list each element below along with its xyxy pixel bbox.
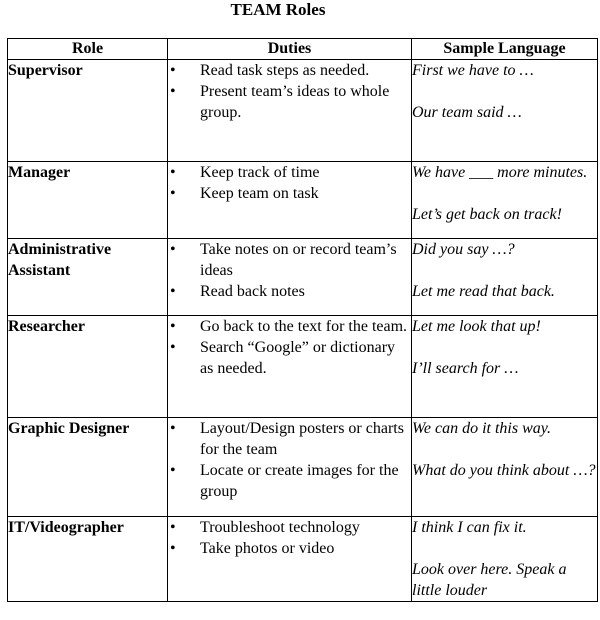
role-cell: Manager <box>8 162 168 239</box>
duties-list <box>168 60 411 123</box>
sample-phrase: We can do it this way. <box>412 420 551 437</box>
duties-cell <box>168 162 412 239</box>
sample-language-cell <box>412 239 598 316</box>
duty-item: • Go back to the text for the team. <box>168 316 411 337</box>
sample-phrase: Let’s get back on track! <box>412 206 562 223</box>
sample-phrase: What do you think about …? <box>412 462 596 479</box>
duties-cell <box>168 239 412 316</box>
sample-phrase: I think I can fix it. <box>412 519 527 536</box>
sample-language-cell <box>412 316 598 418</box>
table-row <box>8 162 598 239</box>
duties-list <box>168 316 411 379</box>
sample-language-cell <box>412 517 598 602</box>
duties-cell <box>168 418 412 517</box>
duty-item: • Take photos or video <box>168 538 411 559</box>
duty-item: • Present team’s ideas to whole group. <box>168 81 411 123</box>
table-header-row <box>8 39 598 60</box>
sample-phrase: Our team said … <box>412 104 522 121</box>
sample-language-cell <box>412 162 598 239</box>
column-header-duties: Duties <box>168 39 412 60</box>
table-row <box>8 418 598 517</box>
duties-list <box>168 162 411 204</box>
table-row <box>8 316 598 418</box>
duty-item: • Take notes on or record team’s ideas <box>168 239 411 281</box>
role-cell: Researcher <box>8 316 168 418</box>
role-cell: Graphic Designer <box>8 418 168 517</box>
duty-item: • Read back notes <box>168 281 411 302</box>
sample-phrase: Let me read that back. <box>412 283 555 300</box>
duty-item: • Locate or create images for the group <box>168 460 411 502</box>
column-header-sample-language: Sample Language <box>412 39 598 60</box>
team-roles-table <box>7 38 598 602</box>
role-cell: Supervisor <box>8 60 168 162</box>
table-row <box>8 517 598 602</box>
sample-phrase: We have ___ more minutes. <box>412 164 588 181</box>
duty-item: • Read task steps as needed. <box>168 60 411 81</box>
table-row <box>8 239 598 316</box>
duties-list <box>168 418 411 502</box>
sample-language-cell <box>412 418 598 517</box>
sample-phrase: I’ll search for … <box>412 360 519 377</box>
sample-phrase: Let me look that up! <box>412 318 541 335</box>
duty-item: • Layout/Design posters or charts for the team <box>168 418 411 460</box>
duty-item: • Keep track of time <box>168 162 411 183</box>
duties-cell <box>168 517 412 602</box>
duties-cell <box>168 316 412 418</box>
role-cell: Administrative Assistant <box>8 239 168 316</box>
duties-list <box>168 239 411 302</box>
duties-list <box>168 517 411 559</box>
duty-item: • Search “Google” or dictionary as needed. <box>168 337 411 379</box>
role-cell: IT/Videographer <box>8 517 168 602</box>
sample-phrase: Look over here. Speak a little louder <box>412 561 567 599</box>
page-title: TEAM Roles <box>230 0 326 19</box>
column-header-role: Role <box>8 39 168 60</box>
sample-phrase: Did you say …? <box>412 241 515 258</box>
table-row <box>8 60 598 162</box>
duties-cell <box>168 60 412 162</box>
sample-language-cell <box>412 60 598 162</box>
sample-phrase: First we have to … <box>412 62 534 79</box>
duty-item: • Keep team on task <box>168 183 411 204</box>
duty-item: • Troubleshoot technology <box>168 517 411 538</box>
